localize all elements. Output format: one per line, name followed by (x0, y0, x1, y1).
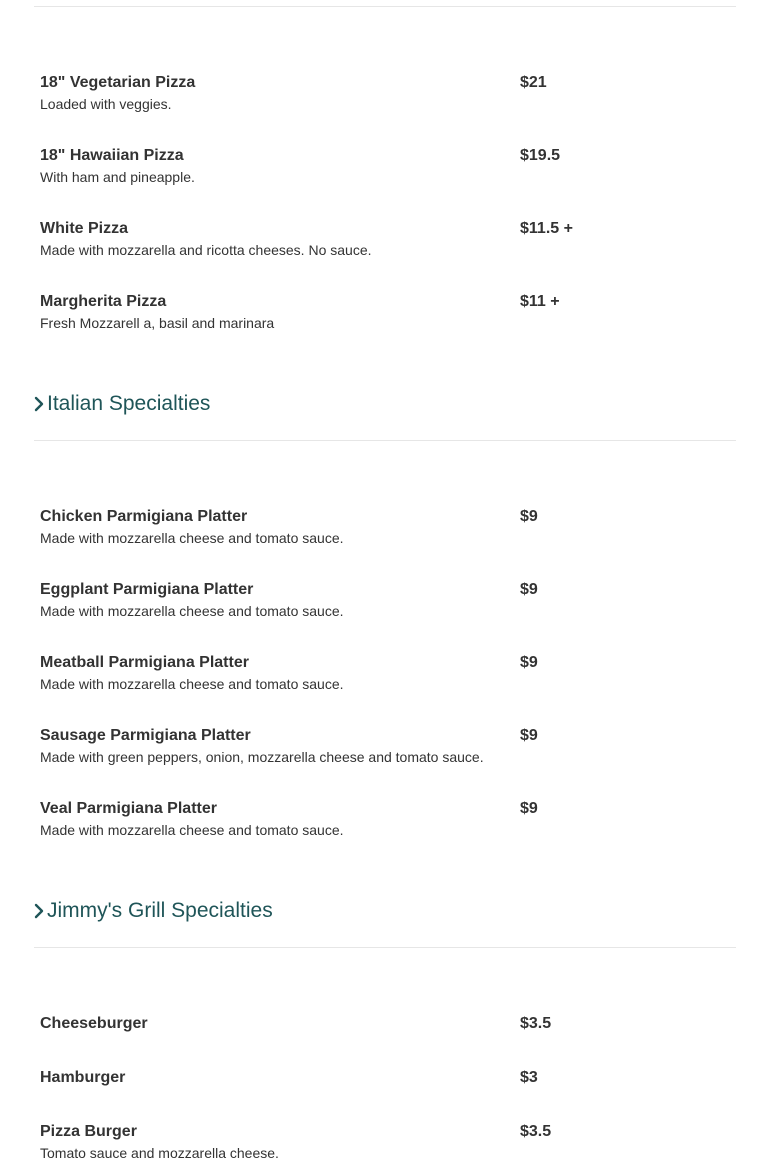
item-price: $3 (520, 1069, 538, 1086)
item-name: 18" Vegetarian Pizza (40, 74, 196, 91)
item-price: $9 (520, 508, 538, 525)
divider (34, 6, 736, 7)
item-description: Made with mozzarella cheese and tomato sauce. (40, 603, 344, 619)
item-description: Made with mozzarella cheese and tomato sauce. (40, 676, 344, 692)
item-description: Made with mozzarella and ricotta cheeses. No sauce. (40, 242, 372, 258)
divider (34, 947, 736, 948)
item-name: Chicken Parmigiana Platter (40, 508, 248, 525)
item-price: $19.5 (520, 147, 561, 164)
item-name: Eggplant Parmigiana Platter (40, 581, 254, 598)
item-description: Loaded with veggies. (40, 96, 172, 112)
divider (34, 440, 736, 441)
item-description: With ham and pineapple. (40, 169, 195, 185)
item-name: Pizza Burger (40, 1123, 137, 1140)
item-name: Sausage Parmigiana Platter (40, 727, 251, 744)
item-description: Made with green peppers, onion, mozzarella cheese and tomato sauce. (40, 749, 484, 765)
chevron-right-icon (34, 903, 44, 919)
section-title: Italian Specialties (47, 392, 211, 415)
item-description: Tomato sauce and mozzarella cheese. (40, 1145, 279, 1161)
item-name: Margherita Pizza (40, 293, 167, 310)
item-price: $11.5 + (520, 220, 573, 237)
item-name: White Pizza (40, 220, 129, 237)
chevron-right-icon (34, 396, 44, 412)
item-price: $9 (520, 727, 538, 744)
item-price: $9 (520, 581, 538, 598)
item-name: Veal Parmigiana Platter (40, 800, 217, 817)
item-price: $3.5 (520, 1015, 552, 1032)
section-title: Jimmy's Grill Specialties (47, 899, 273, 922)
item-name: Meatball Parmigiana Platter (40, 654, 249, 671)
item-name: Hamburger (40, 1069, 126, 1086)
item-description: Fresh Mozzarell a, basil and marinara (40, 315, 275, 331)
item-price: $9 (520, 654, 538, 671)
item-name: 18" Hawaiian Pizza (40, 147, 184, 164)
item-price: $11 + (520, 293, 560, 310)
item-description: Made with mozzarella cheese and tomato sauce. (40, 822, 344, 838)
section-header-grill-specialties[interactable] (34, 896, 273, 926)
item-description: Made with mozzarella cheese and tomato sauce. (40, 530, 344, 546)
item-price: $21 (520, 74, 547, 91)
item-price: $9 (520, 800, 538, 817)
item-name: Cheeseburger (40, 1015, 148, 1032)
item-price: $3.5 (520, 1123, 552, 1140)
section-header-italian-specialties[interactable] (34, 389, 210, 419)
